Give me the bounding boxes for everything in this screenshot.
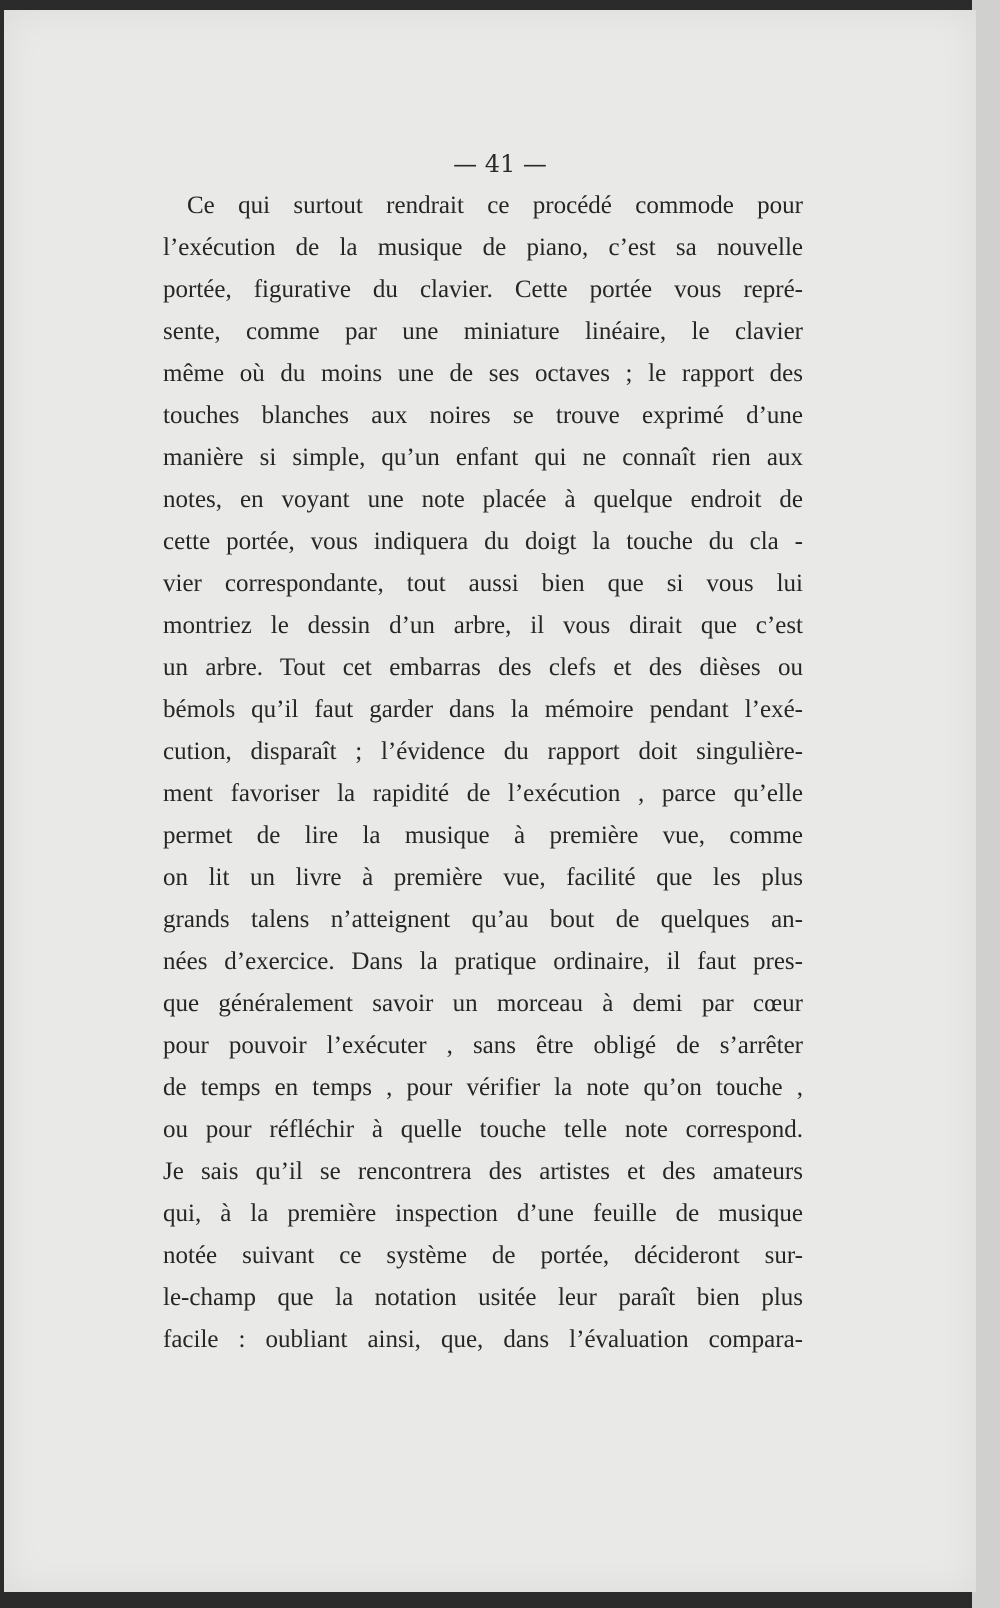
text-line: ment favoriser la rapidité de l’exécution , parce qu’elle [163,780,803,807]
text-line: grands talens n’atteignent qu’au bout de quelques an- [163,906,803,933]
text-line: sente, comme par une miniature linéaire, le clavier [163,318,803,345]
text-line: ou pour réfléchir à quelle touche telle note correspond. [163,1116,803,1143]
text-line: notée suivant ce système de portée, décideront sur- [163,1242,803,1269]
text-line: montriez le dessin d’un arbre, il vous dirait que c’est [163,612,803,639]
text-line: portée, figurative du clavier. Cette portée vous repré- [163,276,803,303]
text-line: notes, en voyant une note placée à quelque endroit de [163,486,803,513]
text-line: facile : oubliant ainsi, que, dans l’évaluation compara- [163,1326,803,1353]
text-line: cette portée, vous indiquera du doigt la touche du cla - [163,528,803,555]
text-line: manière si simple, qu’un enfant qui ne connaît rien aux [163,444,803,471]
text-line: que généralement savoir un morceau à demi par cœur [163,990,803,1017]
text-line: qui, à la première inspection d’une feuille de musique [163,1200,803,1227]
page-number: — 41 — [453,150,547,178]
text-line: Ce qui surtout rendrait ce procédé commode pour [187,192,803,219]
text-line: vier correspondante, tout aussi bien que si vous lui [163,570,803,597]
text-line: l’exécution de la musique de piano, c’est sa nouvelle [163,234,803,261]
text-line: le-champ que la notation usitée leur paraît bien plus [163,1284,803,1311]
text-line: Je sais qu’il se rencontrera des artistes et des amateurs [163,1158,803,1185]
text-line: permet de lire la musique à première vue, comme [163,822,803,849]
text-line: touches blanches aux noires se trouve exprimé d’une [163,402,803,429]
text-line: un arbre. Tout cet embarras des clefs et des dièses ou [163,654,803,681]
text-line: bémols qu’il faut garder dans la mémoire pendant l’exé- [163,696,803,723]
text-line: nées d’exercice. Dans la pratique ordinaire, il faut pres- [163,948,803,975]
text-line: de temps en temps , pour vérifier la note qu’on touche , [163,1074,803,1101]
text-line: on lit un livre à première vue, facilité que les plus [163,864,803,891]
text-line: cution, disparaît ; l’évidence du rapport doit singulière- [163,738,803,765]
text-line: pour pouvoir l’exécuter , sans être obligé de s’arrêter [163,1032,803,1059]
body-text [163,185,803,1361]
text-line: même où du moins une de ses octaves ; le rapport des [163,360,803,387]
page-edge [972,0,1000,1608]
